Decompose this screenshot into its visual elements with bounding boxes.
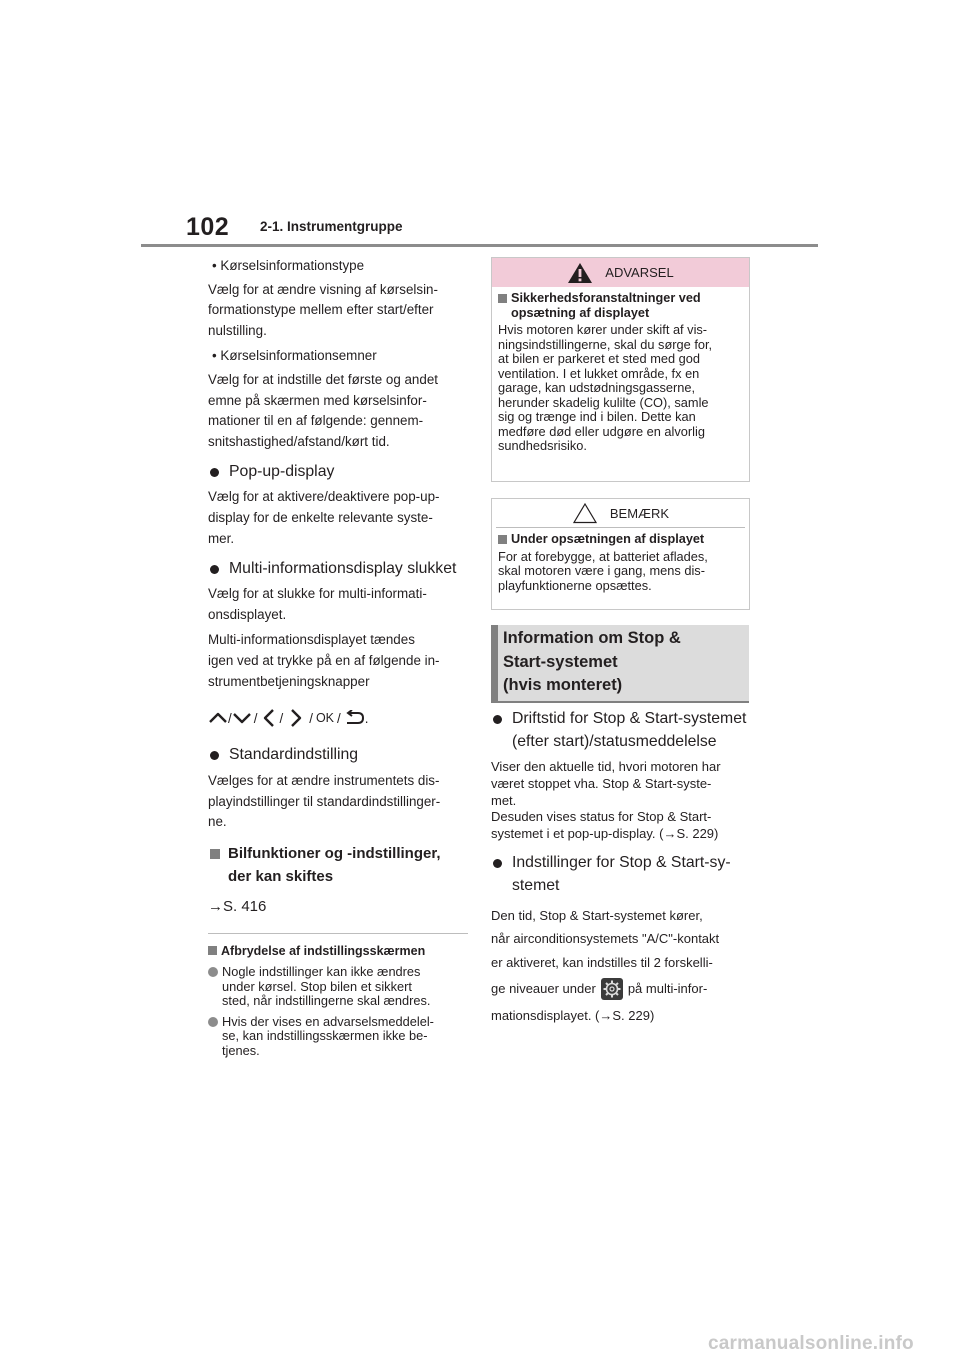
paragraph-driftstid: Viser den aktuelle tid, hvori motoren har været stoppet vha. Stop & Start-syste- met. Desuden vises status for Stop & Start- systemet i et pop-up-display. (→S. 229) [491,759,721,842]
right-column-text [491,708,751,1027]
heading-standardindstilling: Standardindstilling [208,744,470,766]
paragraph-multi-off-1: Vælg for at slukke for multi-informati- onsdisplayet. [208,586,427,622]
heading-pop-up-display: Pop-up-display [208,461,470,483]
notice-title: Under opsætningen af displayet [498,532,743,547]
info-heading-box [491,625,749,702]
reference-s416: →S. 416 [208,897,267,915]
square-bullet [498,535,507,544]
ok-icon: OK [315,711,334,726]
left-column [208,256,470,1058]
bullet-dot [210,468,219,477]
info-heading-underline [491,701,749,703]
warning-body [492,287,749,463]
chevron-down-icon [232,711,252,725]
square-bullet [210,849,220,859]
square-bullet [498,294,507,303]
bullet-circle [208,1017,218,1027]
heading-bilfunktioner: Bilfunktioner og -indstillinger, der kan skiftes [208,843,470,888]
divider [208,933,468,934]
chevron-up-icon [208,711,228,725]
page-number: 102 [186,213,230,241]
bullet-dot [210,565,219,574]
control-buttons-row: / / / / OK / . [208,708,470,728]
heading-multi-info-off: Multi-informationsdisplay slukket [208,558,470,580]
paragraph-standard: Vælges for at ændre instrumentets dis- playindstillinger til standardindstillinger- ne. [208,773,441,830]
bullet-circle [208,967,218,977]
back-arrow-icon [343,710,365,726]
note-item-2: Hvis der vises en advarselsmeddelel- se, kan indstillingsskærmen ikke be- tjenes. [208,1015,470,1059]
caution-triangle-icon [572,502,598,524]
paragraph-korselsinfo-type: Vælg for at ændre visning af kørselsin- formationstype mellem efter start/efter nulstilling. [208,281,438,338]
bullet-dot [493,859,502,868]
info-heading-line-3: (hvis monteret) [503,676,623,694]
paragraph-indstillinger: Den tid, Stop & Start-systemet kører, når airconditionsystemets "A/C"-kontakt er aktiveret, kan indstilles til 2 forskelli- ge niveauer under på multi-infor- mationsdisplayet. (→S. 229) [491,907,720,1023]
warning-box [491,257,750,482]
note-item-1: Nogle indstillinger kan ikke ændres under kørsel. Stop bilen et sikkert sted, når indstillingerne skal ændres. [208,965,470,1009]
chevron-right-icon [287,708,305,728]
sub-bullet-korselsinformationsemner: • Kørselsinformationsemner [212,348,377,364]
note-title-afbrydelse: Afbrydelse af indstillingsskærmen [208,943,470,959]
section-title: 2-1. Instrumentgruppe [260,219,403,234]
info-heading-line-1: Information om Stop & [503,629,681,647]
warning-header: ADVARSEL [492,258,749,287]
heading-indstillinger-stop-start: Indstillinger for Stop & Start-sy- stemet [491,852,751,897]
info-heading-line-2: Start-systemet [503,652,618,671]
notice-text: For at forebygge, at batteriet aflades, skal motoren være i gang, mens dis- playfunktionerne opsættes. [498,548,708,593]
paragraph-multi-off-2: Multi-informationsdisplayet tændes igen ved at trykke på en af følgende in- strumentbetjeningsknapper [208,632,440,689]
warning-triangle-icon [567,262,593,284]
paragraph-pop-up: Vælg for at aktivere/deaktivere pop-up- display for de enkelte relevante syste- mer. [208,489,440,546]
square-bullet [208,946,217,955]
chevron-left-icon [261,708,279,728]
notice-box [491,498,750,610]
footer-watermark: carmanualsonline.info [708,1333,914,1354]
bullet-dot [210,751,219,760]
header-rule [141,244,818,247]
paragraph-korselsinfo-emner: Vælg for at indstille det første og andet emne på skærmen med kørselsinfor- mationer til en af følgende: gennem- snitshastighed/afstand/kørt tid. [208,371,438,449]
gear-settings-icon [601,978,623,1000]
notice-body [492,528,749,602]
bullet-dot [493,715,502,724]
sub-bullet-korselsinformationstype: • Kørselsinformationstype [212,258,365,273]
warning-text: Hvis motoren kører under skift af vis- ningsindstillingerne, skal du sørge for, at bilen er parkeret et sted med god ventilation. I et lukket område, fx en garage, kan udstødningsgasserne, herunder skadelig kulilte (CO), samle sig og trænge ind i bilen. Dette kan medføre død eller udgøre en alvorlig sundhedsrisiko. [498,322,713,453]
warning-title: Sikkerhedsforanstaltninger ved opsætning af displayet [498,291,743,320]
notice-header: BEMÆRK [492,499,749,527]
heading-driftstid: Driftstid for Stop & Start-systemet (efter start)/statusmeddelelse [491,708,751,753]
